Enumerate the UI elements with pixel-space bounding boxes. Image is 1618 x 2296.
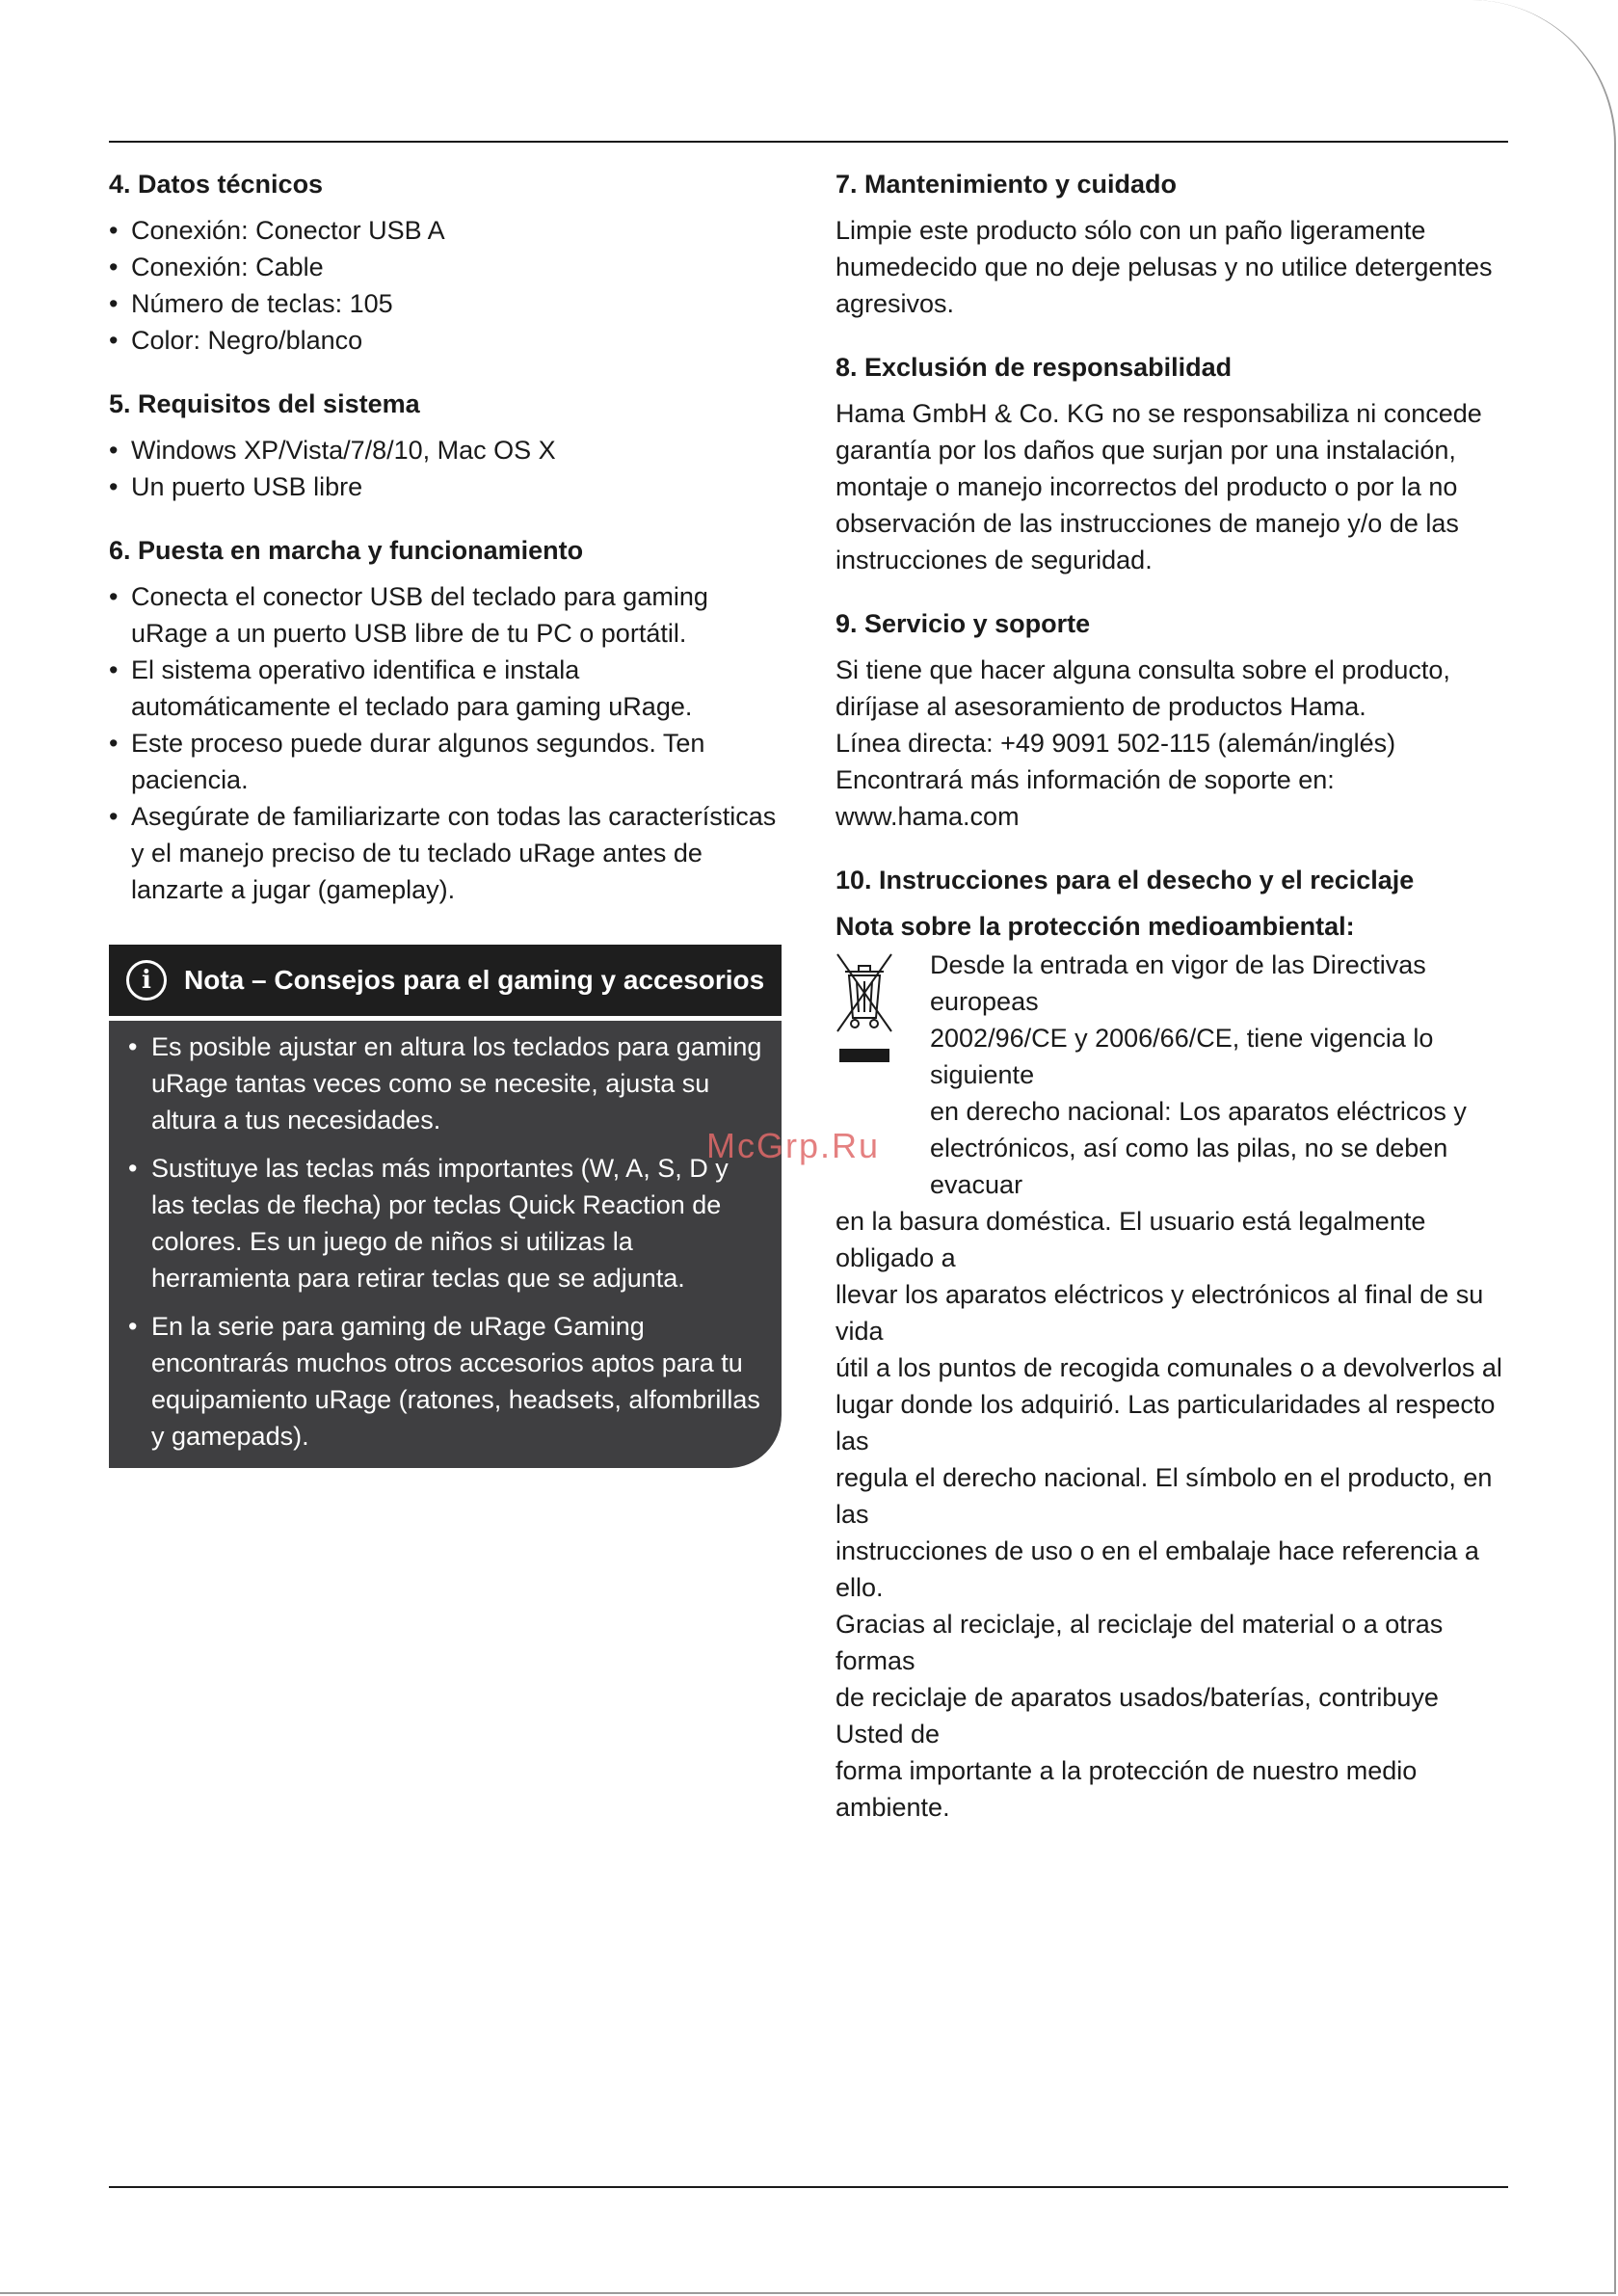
- left-column: [109, 162, 783, 1468]
- bullet-list: [109, 578, 783, 908]
- text-line: 2002/96/CE y 2006/66/CE, tiene vigencia lo siguiente: [930, 1024, 1434, 1089]
- note-box: [109, 945, 782, 1468]
- section-disclaimer: [836, 349, 1510, 578]
- list-item: • Conexión: Conector USB A: [109, 212, 783, 249]
- section-title: 10. Instrucciones para el desecho y el reciclaje: [836, 866, 1415, 894]
- watermark: McGrp.Ru: [706, 1126, 881, 1165]
- text-line: Si tiene que hacer alguna consulta sobre el producto,: [836, 655, 1450, 684]
- section-text: Hama GmbH & Co. KG no se responsabiliza ni concede garantía por los daños que surjan por una instalación, montaje o manejo incorrectos del producto o por la no observación de las instrucciones de manejo y/o de las instrucciones de seguridad.: [836, 399, 1482, 574]
- list-item: • En la serie para gaming de uRage Gaming encontrarás muchos otros accesorios aptos para tu equipamiento uRage (ratones, headsets, alfombrillas y gamepads).: [128, 1308, 764, 1455]
- disposal-text: [836, 947, 1510, 1826]
- section-support: [836, 605, 1510, 835]
- list-item: • Conecta el conector USB del teclado para gaming uRage a un puerto USB libre de tu PC o portátil.: [109, 578, 783, 652]
- list-item: • El sistema operativo identifica e instala automáticamente el teclado para gaming uRage.: [109, 652, 783, 725]
- list-item: • Windows XP/Vista/7/8/10, Mac OS X: [109, 432, 783, 468]
- website-text: www.hama.com: [836, 802, 1020, 831]
- note-body: [109, 1021, 782, 1468]
- section-title: 6. Puesta en marcha y funcionamiento: [109, 536, 584, 565]
- section-maintenance: [836, 166, 1510, 322]
- text-line: forma importante a la protección de nuestro medio ambiente.: [836, 1756, 1418, 1822]
- text-line: en la basura doméstica. El usuario está legalmente obligado a: [836, 1207, 1426, 1272]
- section-setup-operation: [109, 532, 783, 908]
- disposal-text-block: [836, 947, 1510, 1826]
- bullet-list: [109, 212, 783, 359]
- top-rule: [109, 141, 1508, 143]
- list-item: • Es posible ajustar en altura los teclados para gaming uRage tantas veces como se necesite, ajusta su altura a tus necesidades.: [128, 1028, 764, 1138]
- section-title: 5. Requisitos del sistema: [109, 389, 420, 418]
- list-item: • Color: Negro/blanco: [109, 322, 783, 359]
- list-item: • Sustituye las teclas más importantes (W, A, S, D y las teclas de flecha) por teclas Quick Reaction de colores. Es un juego de niños si utilizas la herramienta para retirar teclas que se adjunta.: [128, 1150, 764, 1296]
- text-line: diríjase al asesoramiento de productos Hama.: [836, 692, 1366, 721]
- text-line: Encontrará más información de soporte en:: [836, 765, 1335, 794]
- text-line: Desde la entrada en vigor de las Directivas europeas: [930, 950, 1426, 1016]
- list-item: • Este proceso puede durar algunos segundos. Ten paciencia.: [109, 725, 783, 798]
- section-system-requirements: [109, 386, 783, 505]
- list-item: • Conexión: Cable: [109, 249, 783, 285]
- list-item: • Un puerto USB libre: [109, 468, 783, 505]
- bottom-rule: [109, 2186, 1508, 2188]
- section-title: 4. Datos técnicos: [109, 170, 324, 199]
- bullet-list: [109, 432, 783, 505]
- text-line: regula el derecho nacional. El símbolo en el producto, en las: [836, 1463, 1493, 1529]
- text-line: Línea directa: +49 9091 502-115 (alemán/inglés): [836, 729, 1396, 758]
- bullet-list: [128, 1028, 764, 1455]
- section-technical-data: [109, 166, 783, 359]
- text-line: Gracias al reciclaje, al reciclaje del material o a otras formas: [836, 1610, 1444, 1675]
- section-disposal: [836, 862, 1510, 1826]
- text-line: lugar donde los adquirió. Las particularidades al respecto las: [836, 1390, 1496, 1455]
- info-icon: i: [126, 960, 167, 1001]
- text-line: útil a los puntos de recogida comunales o a devolverlos al: [836, 1353, 1502, 1382]
- section-title: 7. Mantenimiento y cuidado: [836, 170, 1178, 199]
- note-header: [109, 945, 782, 1016]
- text-line: en derecho nacional: Los aparatos eléctricos y: [930, 1097, 1467, 1126]
- list-item: • Asegúrate de familiarizarte con todas las características y el manejo preciso de tu teclado uRage antes de lanzarte a jugar (gameplay).: [109, 798, 783, 908]
- list-item: • Número de teclas: 105: [109, 285, 783, 322]
- note-title: Nota – Consejos para el gaming y accesorios: [184, 965, 765, 995]
- section-title: 8. Exclusión de responsabilidad: [836, 353, 1233, 382]
- section-title: 9. Servicio y soporte: [836, 609, 1091, 638]
- text-line: de reciclaje de aparatos usados/baterías, contribuye Usted de: [836, 1683, 1439, 1749]
- subheading: Nota sobre la protección medioambiental:: [836, 912, 1355, 941]
- section-text: [836, 652, 1510, 835]
- section-text: Limpie este producto sólo con un paño ligeramente humedecido que no deje pelusas y no utilice detergentes agresivos.: [836, 216, 1493, 318]
- crossed-bin-icon: [836, 950, 893, 1076]
- right-column: [836, 162, 1510, 1853]
- text-line: electrónicos, así como las pilas, no se deben evacuar: [930, 1134, 1448, 1199]
- text-line: llevar los aparatos eléctricos y electrónicos al final de su vida: [836, 1280, 1484, 1346]
- text-line: instrucciones de uso o en el embalaje hace referencia a ello.: [836, 1536, 1479, 1602]
